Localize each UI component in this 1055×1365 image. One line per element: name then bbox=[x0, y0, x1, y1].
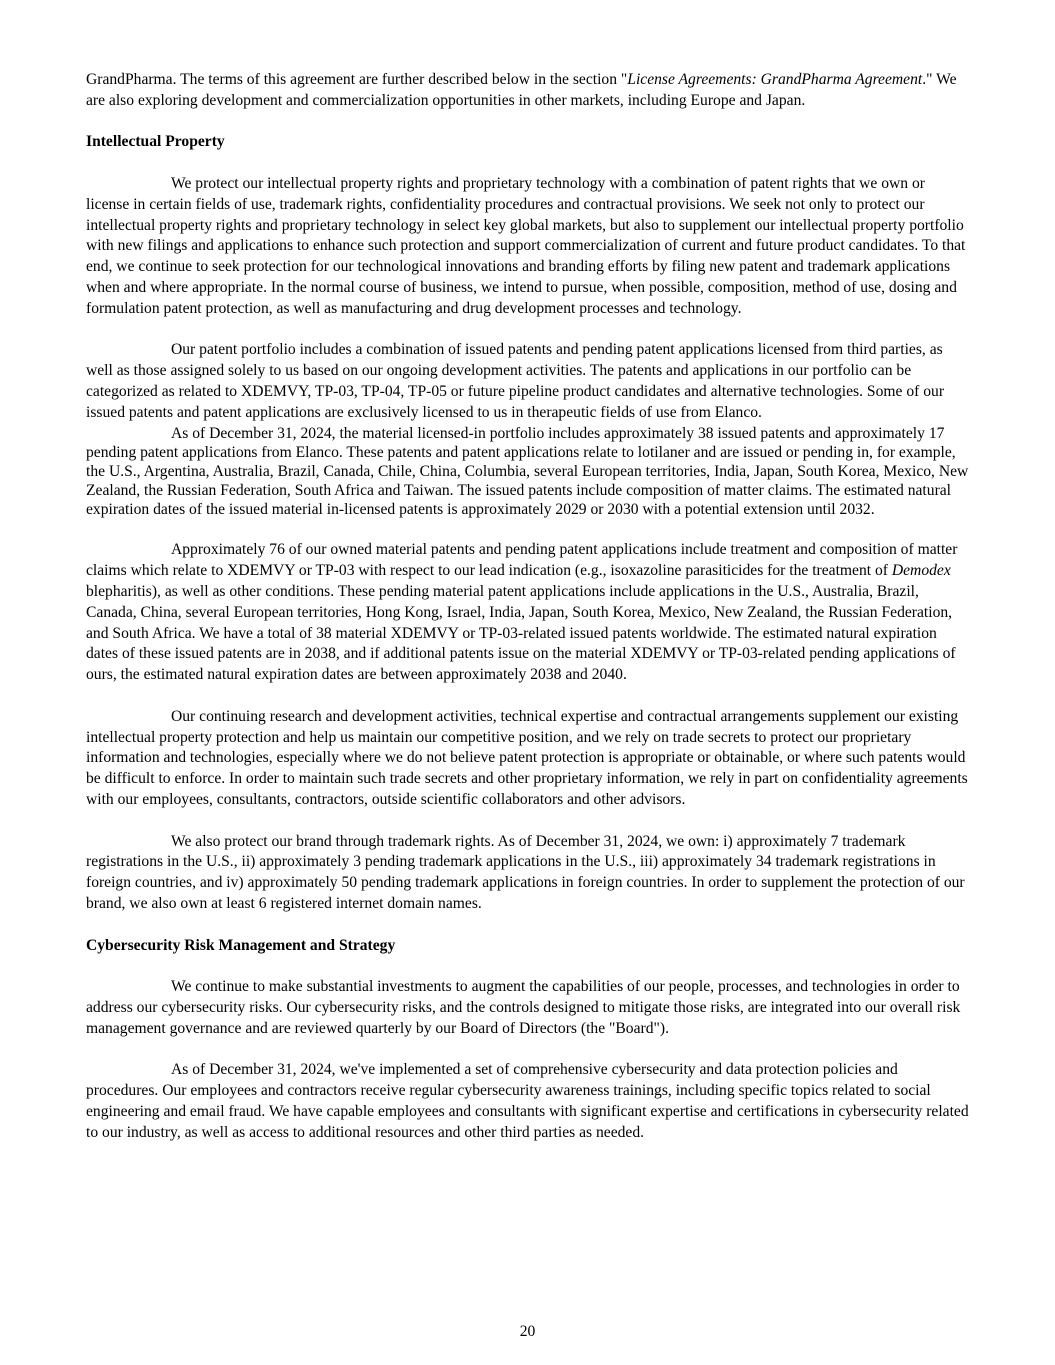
cyber-paragraph-2: As of December 31, 2024, we've implemented a set of comprehensive cybersecurity and data protection policies and procedures. Our employees and contractors receive regular cybersecurity awareness trainings, including specific topics related to social engineering and email fraud. We have capable employees and consultants with significant expertise and certifications in cybersecurity related to our industry, as well as access to additional resources and other third parties as needed. bbox=[86, 1061, 969, 1141]
ip-paragraph-4-start: Approximately 76 of our owned material patents and pending patent applications include treatment and composition of matter claims which relate to XDEMVY or TP-03 with respect to our lead indication (e.g., isoxazoline parasiticides for the treatment of bbox=[86, 541, 958, 580]
page-number: 20 bbox=[519, 1323, 536, 1340]
ip-paragraph-4-italic: Demodex bbox=[891, 562, 951, 580]
ip-heading: Intellectual Property bbox=[86, 133, 225, 151]
ip-paragraph-2: Our patent portfolio includes a combination of issued patents and pending patent applications licensed from third parties, as well as those assigned solely to us based on our ongoing development activities. The patents and applications in our portfolio can be categorized as related to XDEMVY, TP-03, TP-04, TP-05 or future pipeline product candidates and alternative technologies. Some of our issued patents and patent applications are exclusively licensed to us in therapeutic fields of use from Elanco. bbox=[86, 341, 945, 421]
ip-paragraph-3: As of December 31, 2024, the material licensed-in portfolio includes approximately 38 issued patents and approximately 17 pending patent applications from Elanco. These patents and patent applications relate to lotilaner and are issued or pending in, for example, the U.S., Argentina, Australia, Brazil, Canada, Chile, China, Columbia, several European territories, India, Japan, South Korea, Mexico, New Zealand, the Russian Federation, South Africa and Taiwan. The issued patents include composition of matter claims. The estimated natural expiration dates of the issued material in-licensed patents is approximately 2029 or 2030 with a potential extension until 2032. bbox=[86, 424, 969, 519]
intro-text-start: GrandPharma. The terms of this agreement are further described below in the section " bbox=[86, 71, 628, 88]
ip-paragraph-4-end: blepharitis), as well as other conditions. These pending material patent applications include applications in the U.S., Australia, Brazil, Canada, China, several European territories, Hong Kong, Israel, India, Japan, South Korea, Mexico, New Zealand, the Russian Federation, and South Africa. We have a total of 38 material XDEMVY or TP-03-related issued patents worldwide. The estimated natural expiration dates of these issued patents are in 2038, and if additional patents issue on the material XDEMVY or TP-03-related pending applications of ours, the estimated natural expiration dates are between approximately 2038 and 2040. bbox=[86, 582, 956, 684]
intro-text-end: ." We are also exploring development and commercialization opportunities in other markets, including Europe and Japan. bbox=[86, 71, 957, 109]
intro-section-reference: License Agreements: GrandPharma Agreement bbox=[627, 71, 923, 88]
cyber-paragraph-1: We continue to make substantial investments to augment the capabilities of our people, processes, and technologies in order to address our cybersecurity risks. Our cybersecurity risks, and the controls designed to mitigate those risks, are integrated into our overall risk management governance and are reviewed quarterly by our Board of Directors (the "Board"). bbox=[86, 978, 961, 1037]
cyber-heading: Cybersecurity Risk Management and Strategy bbox=[86, 936, 396, 954]
ip-paragraph-1: We protect our intellectual property rights and proprietary technology with a combination of patent rights that we own or license in certain fields of use, trademark rights, confidentiality procedures and contractual provisions. We seek not only to protect our intellectual property rights and proprietary technology in select key global markets, but also to supplement our intellectual property portfolio with new filings and applications to enhance such protection and support commercialization of current and future product candidates. To that end, we continue to seek protection for our technological innovations and branding efforts by filing new patent and trademark applications when and where appropriate. In the normal course of business, we intend to pursue, when possible, composition, method of use, dosing and formulation patent protection, as well as manufacturing and drug development processes and technology. bbox=[86, 174, 966, 317]
document-page bbox=[86, 70, 970, 1164]
ip-paragraph-4 bbox=[86, 540, 970, 686]
ip-paragraph-5: Our continuing research and development activities, technical expertise and contractual arrangements supplement our existing intellectual property protection and help us maintain our competitive position, and we rely on trade secrets to protect our proprietary information and technologies, especially where we do not believe patent protection is appropriate or obtainable, or where such patents would be difficult to enforce. In order to maintain such trade secrets and other proprietary information, we rely in part on confidentiality agreements with our employees, consultants, contractors, outside scientific collaborators and other advisors. bbox=[86, 707, 968, 808]
intro-paragraph bbox=[86, 70, 970, 112]
ip-paragraph-6: We also protect our brand through trademark rights. As of December 31, 2024, we own: i) approximately 7 trademark registrations in the U.S., ii) approximately 3 pending trademark applications in the U.S., iii) approximately 34 trademark registrations in foreign countries, and iv) approximately 50 pending trademark applications in foreign countries. In order to supplement the protection of our brand, we also own at least 6 registered internet domain names. bbox=[86, 832, 965, 912]
